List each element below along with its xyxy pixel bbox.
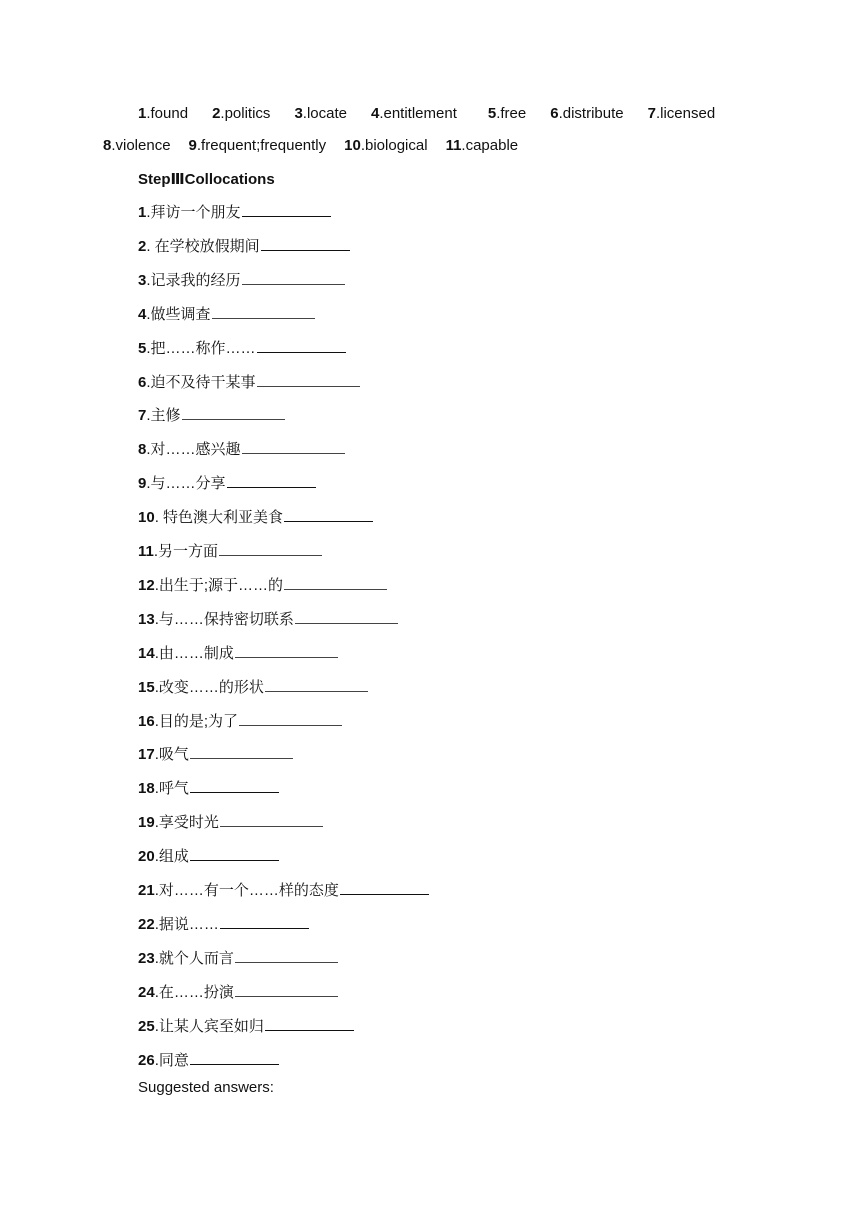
answer-key-item <box>294 104 347 124</box>
answer-key-line-1 <box>138 104 739 124</box>
collocation-item <box>138 881 429 901</box>
collocation-item <box>138 576 387 596</box>
answer-blank[interactable] <box>295 622 398 624</box>
item-prompt: .改变……的形状 <box>154 679 264 696</box>
collocation-item <box>138 440 345 460</box>
answer-blank[interactable] <box>182 418 285 420</box>
item-prompt: .组成 <box>154 848 189 865</box>
answer-number: 3 <box>294 105 303 122</box>
item-number: 15 <box>138 679 155 696</box>
item-prompt: .出生于;源于……的 <box>154 577 284 594</box>
answer-number: 11 <box>445 137 462 154</box>
item-prompt: .主修 <box>146 407 181 424</box>
answer-number: 1 <box>138 105 147 122</box>
item-prompt: .呼气 <box>154 780 189 797</box>
answer-blank[interactable] <box>190 791 279 793</box>
collocation-item <box>138 508 373 528</box>
answer-blank[interactable] <box>219 554 322 556</box>
answer-blank[interactable] <box>220 927 309 929</box>
collocation-item <box>138 678 368 698</box>
collocation-item <box>138 237 350 257</box>
collocation-item <box>138 644 338 664</box>
item-number: 4 <box>138 306 147 323</box>
collocation-item <box>138 983 338 1003</box>
answer-word: .distribute <box>558 105 624 122</box>
item-prompt: .对……有一个……样的态度 <box>154 882 339 899</box>
answer-blank[interactable] <box>284 520 373 522</box>
answer-blank[interactable] <box>235 995 338 997</box>
item-number: 6 <box>138 374 147 391</box>
answer-number: 4 <box>370 105 380 122</box>
answer-number: 7 <box>647 105 656 122</box>
answer-key-item <box>446 136 519 156</box>
item-prompt: .与……分享 <box>146 475 226 492</box>
item-number: 5 <box>138 340 147 357</box>
collocation-item <box>138 949 338 969</box>
answer-blank[interactable] <box>190 1063 279 1065</box>
answer-blank[interactable] <box>227 486 316 488</box>
item-number: 25 <box>138 1018 155 1035</box>
answer-blank[interactable] <box>235 656 338 658</box>
item-number: 23 <box>138 950 155 967</box>
item-prompt: .拜访一个朋友 <box>146 204 241 221</box>
item-prompt: .享受时光 <box>154 814 219 831</box>
answer-blank[interactable] <box>242 452 345 454</box>
answer-blank[interactable] <box>235 961 338 963</box>
collocation-item <box>138 847 279 867</box>
item-prompt: .与……保持密切联系 <box>154 611 294 628</box>
item-number: 24 <box>138 984 155 1001</box>
collocation-item <box>138 203 331 223</box>
item-prompt: .记录我的经历 <box>146 272 241 289</box>
item-number: 16 <box>138 713 155 730</box>
item-number: 11 <box>138 543 154 560</box>
item-prompt: .就个人而言 <box>154 950 234 967</box>
answer-word: .violence <box>111 137 171 154</box>
answer-blank[interactable] <box>220 825 323 827</box>
item-number: 12 <box>138 577 155 594</box>
item-number: 1 <box>138 204 147 221</box>
item-number: 8 <box>138 441 147 458</box>
item-prompt: . 特色澳大利亚美食 <box>154 509 284 526</box>
answer-key-item <box>371 104 457 124</box>
answer-key-item <box>550 104 623 124</box>
answer-blank[interactable] <box>284 588 387 590</box>
collocation-item <box>138 712 342 732</box>
answer-key-item <box>103 136 171 156</box>
item-number: 3 <box>138 272 147 289</box>
item-prompt: . 在学校放假期间 <box>146 238 260 255</box>
suggested-answers-label: Suggested answers: <box>138 1079 274 1096</box>
answer-word: .politics <box>220 105 271 122</box>
item-prompt: .做些调查 <box>146 306 211 323</box>
item-number: 21 <box>138 882 155 899</box>
answer-key-item <box>648 104 716 124</box>
collocation-item <box>138 915 309 935</box>
answer-key-item <box>189 136 327 156</box>
answer-blank[interactable] <box>265 690 368 692</box>
collocation-item <box>138 305 315 325</box>
answer-word: .locate <box>302 105 347 122</box>
answer-word: .frequent;frequently <box>196 137 327 154</box>
collocation-item <box>138 745 293 765</box>
item-prompt: .把……称作…… <box>146 340 256 357</box>
answer-blank[interactable] <box>257 351 346 353</box>
answer-word: .free <box>496 105 527 122</box>
collocation-item <box>138 1051 279 1071</box>
answer-blank[interactable] <box>340 893 429 895</box>
item-number: 26 <box>138 1052 155 1069</box>
answer-key-item <box>212 104 270 124</box>
item-number: 22 <box>138 916 155 933</box>
answer-word: .entitlement <box>379 105 457 122</box>
collocation-item <box>138 813 323 833</box>
item-number: 9 <box>138 475 147 492</box>
item-prompt: .让某人宾至如归 <box>154 1018 264 1035</box>
item-prompt: .另一方面 <box>153 543 219 560</box>
answer-number: 2 <box>212 105 221 122</box>
item-prompt: .目的是;为了 <box>154 713 239 730</box>
collocation-item <box>138 406 285 426</box>
answer-blank[interactable] <box>257 385 360 387</box>
collocation-item <box>138 474 316 494</box>
item-number: 13 <box>138 611 155 628</box>
answer-blank[interactable] <box>190 859 279 861</box>
item-number: 10 <box>138 509 155 526</box>
item-prompt: .对……感兴趣 <box>146 441 241 458</box>
answer-blank[interactable] <box>242 215 331 217</box>
item-prompt: .在……扮演 <box>154 984 234 1001</box>
collocation-item <box>138 542 322 562</box>
answer-word: .found <box>146 105 189 122</box>
answer-word: .licensed <box>655 105 716 122</box>
collocation-item <box>138 373 360 393</box>
item-prompt: .吸气 <box>154 746 189 763</box>
answer-blank[interactable] <box>190 757 293 759</box>
item-number: 20 <box>138 848 155 865</box>
item-prompt: .由……制成 <box>154 645 234 662</box>
answer-key-item <box>138 104 188 124</box>
answer-number: 9 <box>188 137 197 154</box>
item-prompt: .迫不及待干某事 <box>146 374 256 391</box>
item-prompt: .据说…… <box>154 916 219 933</box>
answer-blank[interactable] <box>265 1029 354 1031</box>
section-heading: StepⅢCollocations <box>138 171 275 188</box>
collocation-item <box>138 610 398 630</box>
answer-number: 6 <box>550 105 559 122</box>
answer-word: .biological <box>360 137 428 154</box>
collocation-item <box>138 271 345 291</box>
answer-number: 10 <box>344 137 361 154</box>
answer-blank[interactable] <box>212 317 315 319</box>
item-number: 17 <box>138 746 155 763</box>
answer-number: 8 <box>103 137 112 154</box>
answer-blank[interactable] <box>239 724 342 726</box>
item-number: 19 <box>138 814 155 831</box>
answer-key-item <box>344 136 427 156</box>
answer-key-item <box>488 104 526 124</box>
answer-blank[interactable] <box>242 283 345 285</box>
item-number: 7 <box>138 407 147 424</box>
collocation-item <box>138 339 346 359</box>
collocation-item <box>138 779 279 799</box>
collocation-item <box>138 1017 354 1037</box>
item-number: 14 <box>138 645 155 662</box>
answer-word: .capable <box>461 137 519 154</box>
answer-blank[interactable] <box>261 249 350 251</box>
answer-key-line-2 <box>103 136 536 156</box>
item-number: 2 <box>138 238 147 255</box>
item-prompt: .同意 <box>154 1052 189 1069</box>
item-number: 18 <box>138 780 155 797</box>
answer-number: 5 <box>487 105 497 122</box>
